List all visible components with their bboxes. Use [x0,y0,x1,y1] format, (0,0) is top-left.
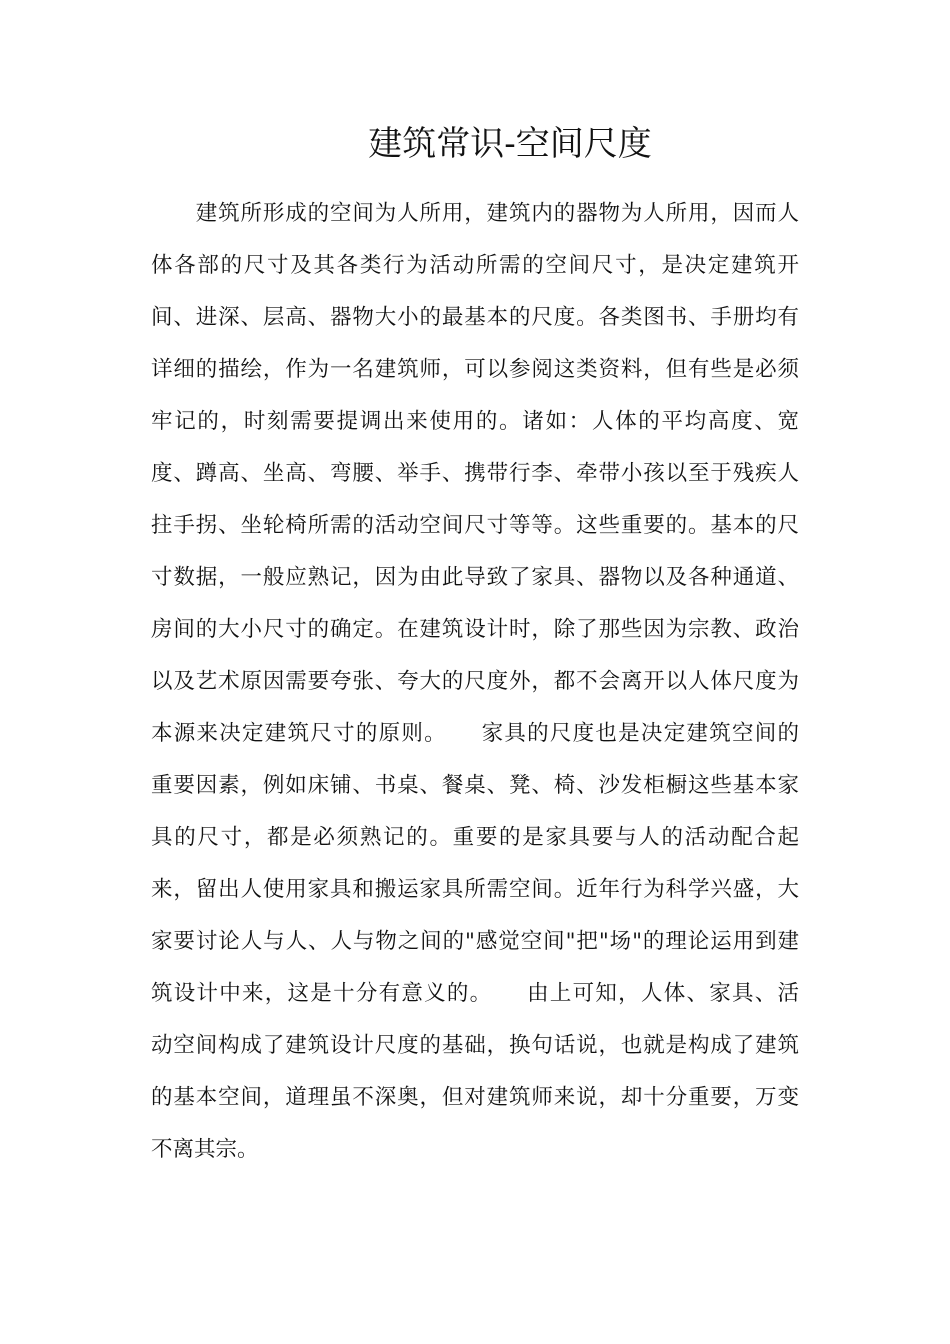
body-line: 间、进深、层高、器物大小的最基本的尺度。各类图书、手册均有 [151,305,799,330]
document-title: 建筑常识-空间尺度 [368,124,652,164]
body-line: 以及艺术原因需要夸张、夸大的尺度外，都不会离开以人体尺度为 [151,669,799,694]
body-line: 详细的描绘，作为一名建筑师，可以参阅这类资料，但有些是必须 [151,357,799,382]
body-line: 建筑所形成的空间为人所用，建筑内的器物为人所用，因而人 [151,201,799,226]
body-line: 房间的大小尺寸的确定。在建筑设计时，除了那些因为宗教、政治 [151,617,799,642]
body-line: 牢记的，时刻需要提调出来使用的。诸如：人体的平均高度、宽 [151,409,799,434]
body-line: 具的尺寸，都是必须熟记的。重要的是家具要与人的活动配合起 [151,825,799,850]
body-line: 本源来决定建筑尺寸的原则。 家具的尺度也是决定建筑空间的 [151,721,799,746]
body-line: 不离其宗。 [151,1137,259,1162]
body-line: 家要讨论人与人、人与物之间的"感觉空间"把"场"的理论运用到建 [151,929,799,954]
body-line: 重要因素，例如床铺、书桌、餐桌、凳、椅、沙发柜橱这些基本家 [151,773,799,798]
body-line: 的基本空间，道理虽不深奥，但对建筑师来说，却十分重要，万变 [151,1085,799,1110]
body-line: 度、蹲高、坐高、弯腰、举手、携带行李、牵带小孩以至于残疾人 [151,461,799,486]
document-body [151,188,799,1176]
body-line: 拄手拐、坐轮椅所需的活动空间尺寸等等。这些重要的。基本的尺 [151,513,799,538]
body-line: 动空间构成了建筑设计尺度的基础，换句话说，也就是构成了建筑 [151,1033,799,1058]
body-line: 来，留出人使用家具和搬运家具所需空间。近年行为科学兴盛，大 [151,877,799,902]
body-line: 筑设计中来，这是十分有意义的。 由上可知，人体、家具、活 [151,981,799,1006]
body-line: 寸数据，一般应熟记，因为由此导致了家具、器物以及各种通道、 [151,565,799,590]
body-line: 体各部的尺寸及其各类行为活动所需的空间尺寸，是决定建筑开 [151,253,799,278]
